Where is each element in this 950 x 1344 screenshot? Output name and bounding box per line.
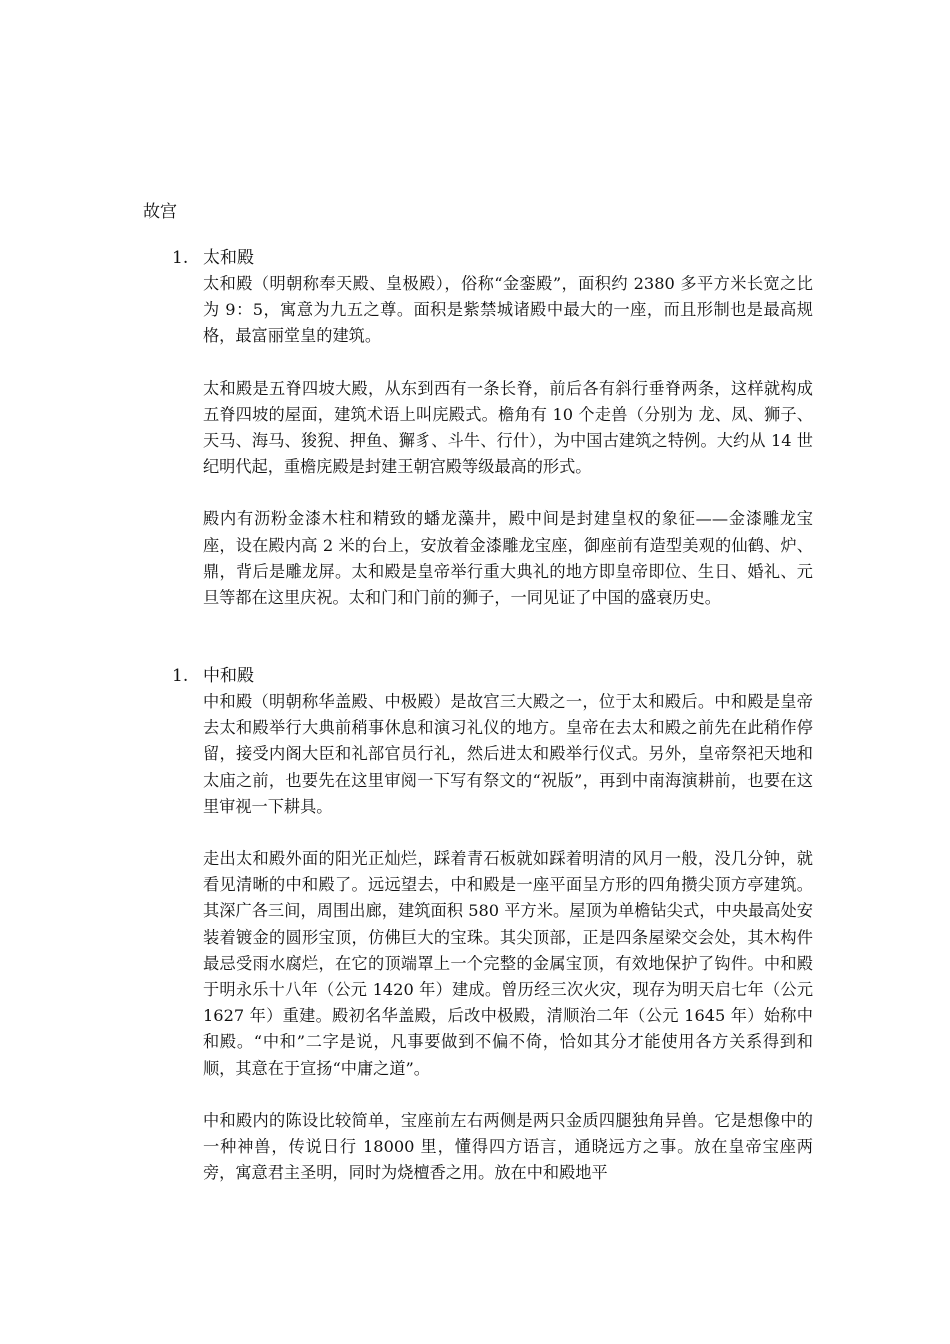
section-taihe-hall (172, 245, 822, 611)
paragraph: 太和殿是五脊四坡大殿，从东到西有一条长脊，前后各有斜行垂脊两条，这样就构成五脊四坡的屋面，建筑术语上叫庑殿式。檐角有 10 个走兽（分别为 龙、凤、狮子、天马、海马、狻猊、押鱼、獬豸、斗牛、行什），为中国古建筑之特例。大约从 14 世纪明代起，重檐庑殿是封建王朝宫殿等级最高的形式。 (203, 378, 813, 477)
section-heading (172, 245, 822, 271)
section-heading (172, 663, 822, 689)
paragraph: 中和殿内的陈设比较简单，宝座前左右两侧是两只金质四腿独角异兽。它是想像中的一种神兽，传说日行 18000 里，懂得四方语言，通晓远方之事。放在皇帝宝座两旁，寓意君主圣明，同时为烧檀香之用。放在中和殿地平 (203, 1110, 813, 1183)
section-number: 1. (172, 666, 189, 686)
paragraph: 殿内有沥粉金漆木柱和精致的蟠龙藻井，殿中间是封建皇权的象征——金漆雕龙宝座，设在殿内高 2 米的台上，安放着金漆雕龙宝座，御座前有造型美观的仙鹤、炉、鼎，背后是雕龙屏。太和殿是皇帝举行重大典礼的地方即皇帝即位、生日、婚礼、元旦等都在这里庆祝。太和门和门前的狮子，一同见证了中国的盛衰历史。 (203, 509, 813, 608)
section-zhonghe-hall (172, 663, 822, 1186)
section-title: 中和殿 (203, 666, 254, 686)
section-number: 1. (172, 248, 189, 268)
paragraph: 走出太和殿外面的阳光正灿烂，踩着青石板就如踩着明清的风月一般，没几分钟，就看见清晰的中和殿了。远远望去，中和殿是一座平面呈方形的四角攒尖顶方亭建筑。其深广各三间，周围出廊，建筑面积 580 平方米。屋顶为单檐钻尖式，中央最高处安装着镀金的圆形宝顶，仿佛巨大的宝珠。其尖顶部，正是四条屋梁交会处，其木构件最忌受雨水腐烂，在它的顶端罩上一个完整的金属宝顶，有效地保护了钩件。中和殿于明永乐十八年（公元 1420 年）建成。曾历经三次火灾，现存为明天启七年（公元 1627 年）重建。殿初名华盖殿，后改中极殿，清顺治二年（公元 1645 年）始称中和殿。“中和”二字是说，凡事要做到不偏不倚，恰如其分才能使用各方关系得到和顺，其意在于宣扬“中庸之道”。 (203, 849, 813, 1078)
section-title: 太和殿 (203, 248, 254, 268)
paragraph: 中和殿（明朝称华盖殿、中极殿）是故宫三大殿之一，位于太和殿后。中和殿是皇帝去太和殿举行大典前稍事休息和演习礼仪的地方。皇帝在去太和殿之前先在此稍作停留，接受内阁大臣和礼部官员行礼，然后进太和殿举行仪式。另外，皇帝祭祀天地和太庙之前，也要先在这里审阅一下写有祭文的“祝版”，再到中南海演耕前，也要在这里审视一下耕具。 (203, 692, 813, 816)
paragraph: 太和殿（明朝称奉天殿、皇极殿），俗称“金銮殿”，面积约 2380 多平方米长宽之比为 9：5，寓意为九五之尊。面积是紫禁城诸殿中最大的一座，而且形制也是最高规格，最富丽堂皇的建筑。 (203, 274, 813, 346)
document-title: 故宫 (143, 202, 177, 222)
